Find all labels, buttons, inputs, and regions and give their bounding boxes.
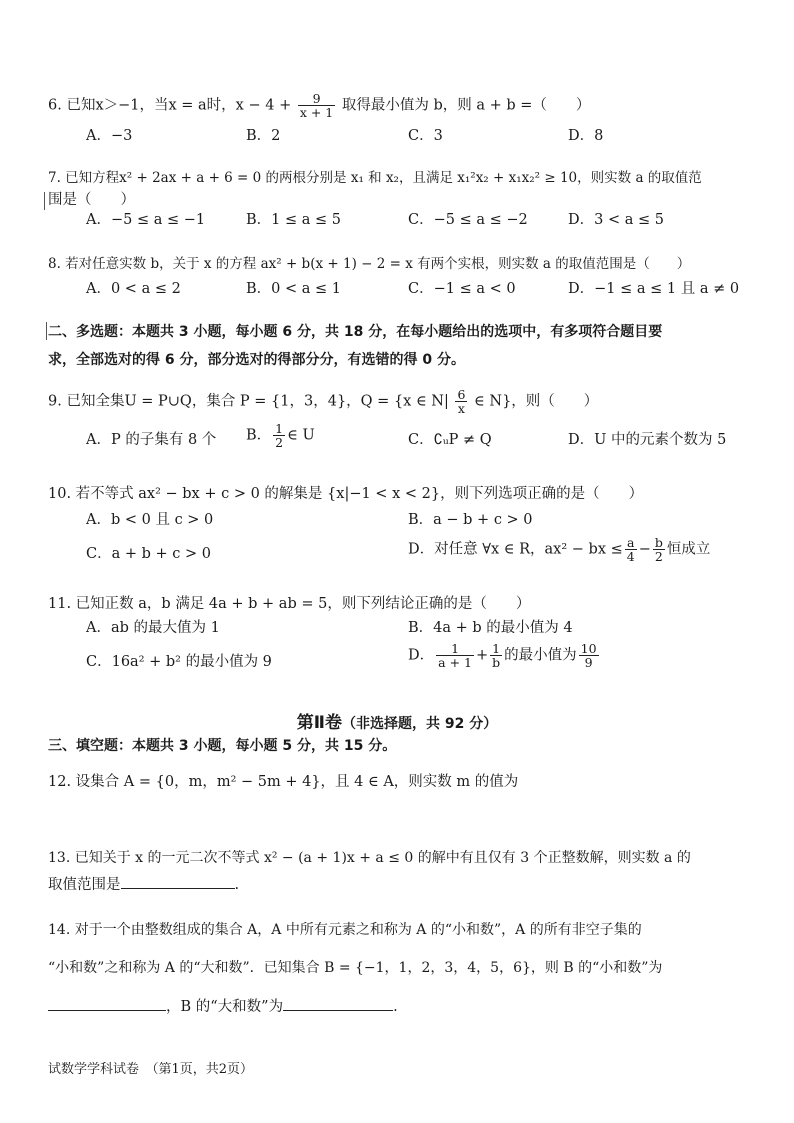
q11-d-frac1 xyxy=(436,642,474,669)
q11-option-d xyxy=(408,642,601,669)
q11-d-post: 的最小值为 xyxy=(504,647,577,664)
part-2-title-main: 第Ⅱ卷 xyxy=(296,713,342,733)
q11-d-frac3 xyxy=(579,642,599,669)
q11-option-b: B．4a + b 的最小值为 4 xyxy=(408,620,573,636)
q11-d-plus: + xyxy=(475,647,489,664)
question-7-line2: 围是（ ） xyxy=(48,192,135,208)
q10-d-den2: 2 xyxy=(654,549,663,564)
q11-option-c: C．16a² + b² 的最小值为 9 xyxy=(86,654,272,670)
question-12-line1: 12. 设集合 A = {0，m，m² − 5m + 4}，且 4 ∈ A，则实数 m 的值为 xyxy=(48,774,519,790)
q10-d-minus: − xyxy=(638,541,651,558)
q9-b-den: 2 xyxy=(275,435,284,450)
question-7-line1: 7. 已知方程x² + 2ax + a + 6 = 0 的两根分别是 x₁ 和 x₂，且满足 x₁²x₂ + x₁x₂² ≥ 10，则实数 a 的取值范 xyxy=(48,170,702,186)
q11-d-num3: 10 xyxy=(580,641,597,656)
q8-option-a: A．0 < a ≤ 2 xyxy=(86,281,181,297)
q7-option-c: C．−5 ≤ a ≤ −2 xyxy=(408,212,528,228)
q10-d-post: 恒成立 xyxy=(666,541,711,558)
question-11-line1: 11. 已知正数 a，b 满足 4a + b + ab = 5，则下列结论正确的是（ ） xyxy=(48,596,531,612)
q9-frac-den: x xyxy=(457,401,465,416)
q9-stem-a: 9. 已知全集U = P∪Q，集合 P = {1，3，4}，Q = {x ∈ N| xyxy=(48,393,449,410)
q9-option-d: D．U 中的元素个数为 5 xyxy=(568,432,727,448)
q8-option-c: C．−1 ≤ a < 0 xyxy=(408,281,516,297)
q10-option-b: B．a − b + c > 0 xyxy=(408,512,533,528)
q14-period: . xyxy=(393,999,398,1015)
q9-b-num: 1 xyxy=(275,421,284,436)
q11-d-den2: b xyxy=(492,655,501,670)
page-footer: 试数学学科试卷 （第1页，共2页） xyxy=(48,1062,254,1077)
question-13-line1: 13. 已知关于 x 的一元二次不等式 x² − (a + 1)x + a ≤ 0 的解中有且仅有 3 个正整数解，则实数 a 的 xyxy=(48,850,691,866)
q7-option-d: D．3 < a ≤ 5 xyxy=(568,212,664,228)
q9-b-label: B． xyxy=(246,427,272,444)
q9-b-post: ∈ U xyxy=(287,427,315,444)
q11-d-frac2 xyxy=(490,642,502,669)
margin-mark xyxy=(46,322,47,340)
q9-option-a: A．P 的子集有 8 个 xyxy=(86,432,217,448)
q10-d-pre: D．对任意 ∀x ∈ R，ax² − bx ≤ xyxy=(408,541,623,558)
q11-d-num2: 1 xyxy=(490,642,502,656)
question-14-line1: 14. 对于一个由整数组成的集合 A，A 中所有元素之和称为 A 的“小和数”，A 的所有非空子集的 xyxy=(48,922,642,938)
q11-option-a: A．ab 的最大值为 1 xyxy=(86,620,220,636)
q6-option-c: C．3 xyxy=(408,128,443,144)
q10-d-frac1 xyxy=(625,536,637,563)
question-10-line1: 10. 若不等式 ax² − bx + c > 0 的解集是 {x|−1 < x < 2}，则下列选项正确的是（ ） xyxy=(48,486,644,502)
q9-option-c: C．∁ᵤP ≠ Q xyxy=(408,432,492,448)
q10-option-a: A．b < 0 且 c > 0 xyxy=(86,512,214,528)
q9-frac-num: 6 xyxy=(457,387,466,402)
q6-frac-den: x + 1 xyxy=(299,105,334,120)
q11-d-den3: 9 xyxy=(584,655,593,670)
q10-option-c: C．a + b + c > 0 xyxy=(86,546,211,562)
q10-d-num1: a xyxy=(625,536,637,550)
q6-stem-a: 6. 已知x＞−1，当x = a时，x − 4 + xyxy=(48,97,292,114)
q8-option-d: D．−1 ≤ a ≤ 1 且 a ≠ 0 xyxy=(568,281,740,297)
q13-prompt: 取值范围是 xyxy=(48,877,121,893)
q8-option-b: B．0 < a ≤ 1 xyxy=(246,281,341,297)
q9-fraction xyxy=(455,388,467,415)
question-13-line2 xyxy=(48,874,239,895)
question-9-stem xyxy=(48,388,598,415)
q14-mid-text: ，B 的“大和数”为 xyxy=(166,999,284,1015)
q9-option-b xyxy=(246,422,315,449)
q11-d-pre: D． xyxy=(408,647,435,664)
question-6-stem xyxy=(48,92,590,119)
q6-fraction xyxy=(298,92,335,119)
q11-d-den1: a + 1 xyxy=(438,655,472,670)
q10-d-num2: b xyxy=(654,535,663,550)
q10-option-d xyxy=(408,536,710,563)
part-2-subtitle: （非选择题，共 92 分） xyxy=(341,716,498,732)
q14-answer-blank-2[interactable] xyxy=(283,996,393,1011)
q13-period: . xyxy=(234,877,240,893)
q9-b-fraction xyxy=(273,422,285,449)
q6-frac-num: 9 xyxy=(298,92,335,106)
q7-option-b: B．1 ≤ a ≤ 5 xyxy=(246,212,341,228)
q10-d-den1: 4 xyxy=(626,549,635,564)
q6-stem-b: 取得最小值为 b，则 a + b =（ ） xyxy=(341,97,591,114)
question-8-line1: 8. 若对任意实数 b，关于 x 的方程 ax² + b(x + 1) − 2 = x 有两个实根，则实数 a 的取值范围是（ ） xyxy=(48,256,691,272)
q7-option-a: A．−5 ≤ a ≤ −1 xyxy=(86,212,206,228)
part-2-title xyxy=(0,708,794,733)
q9-stem-b: ∈ N}，则（ ） xyxy=(474,393,599,410)
question-14-line3 xyxy=(48,996,398,1017)
q14-answer-blank-1[interactable] xyxy=(48,996,166,1011)
q11-d-num1: 1 xyxy=(436,642,474,656)
q6-option-b: B．2 xyxy=(246,128,281,144)
q6-option-d: D．8 xyxy=(568,128,604,144)
q10-d-frac2 xyxy=(653,536,665,563)
section-2-line2: 求，全部选对的得 6 分，部分选对的得部分分，有选错的得 0 分。 xyxy=(48,352,465,368)
section-3-line1: 三、填空题：本题共 3 小题，每小题 5 分，共 15 分。 xyxy=(48,738,397,754)
q6-option-a: A．−3 xyxy=(86,128,133,144)
margin-mark xyxy=(44,192,45,210)
q13-answer-blank[interactable] xyxy=(121,874,235,889)
section-2-line1: 二、多选题：本题共 3 小题，每小题 6 分，共 18 分，在每小题给出的选项中，有多项符合题目要 xyxy=(48,324,663,340)
question-14-line2: “小和数”之和称为 A 的“大和数”．已知集合 B = {−1，1，2，3，4，5，6}，则 B 的“小和数”为 xyxy=(48,960,663,976)
